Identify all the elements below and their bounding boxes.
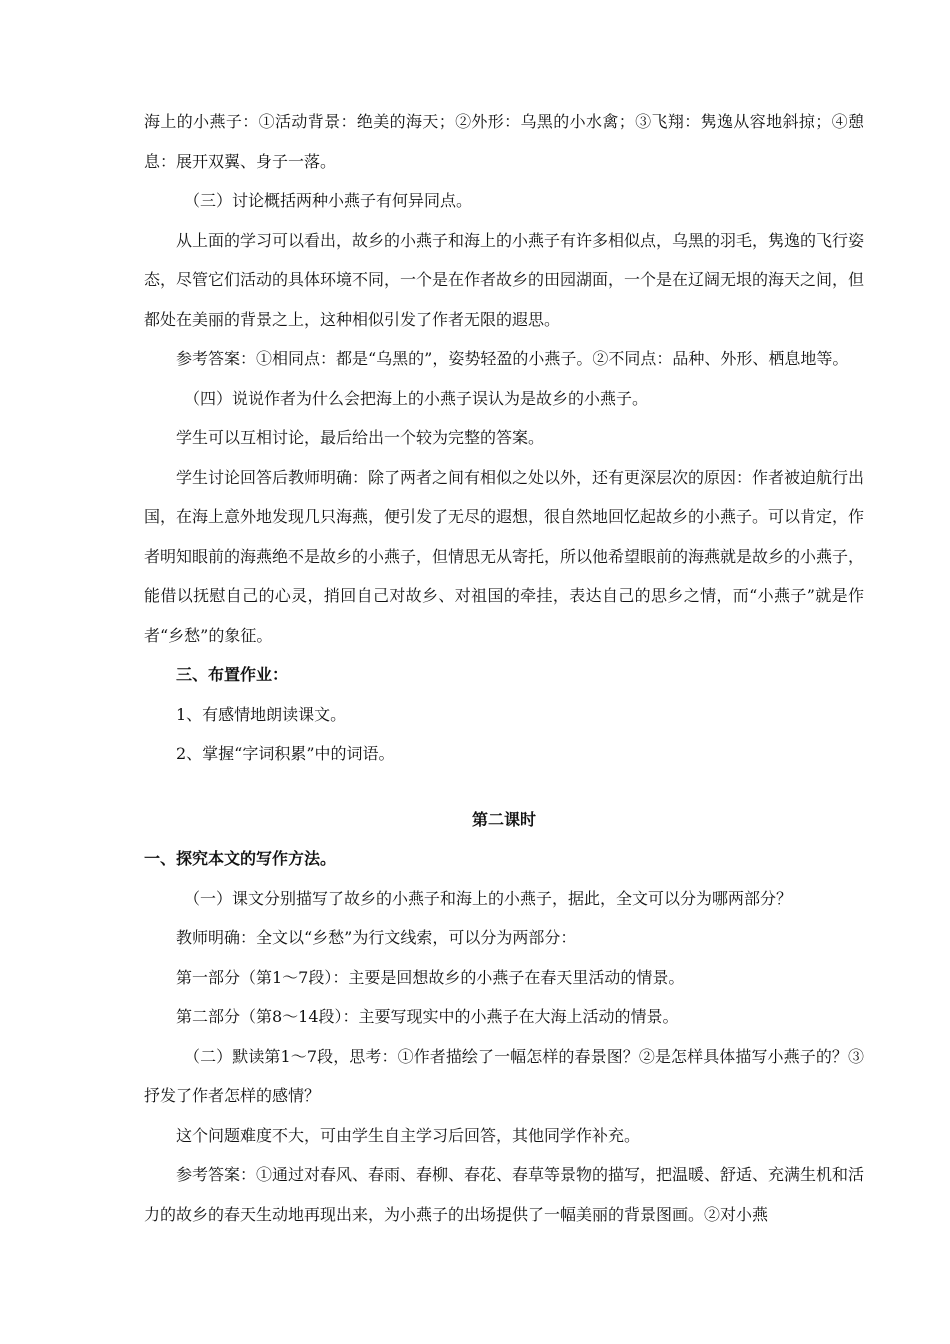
homework-item-1: 1、有感情地朗读课文。 <box>176 704 347 724</box>
paragraph-part-two: 第二部分（第8～14段）：主要写现实中的小燕子在大海上活动的情景。 <box>176 1007 679 1026</box>
paragraph-self-study: 这个问题难度不大，可由学生自主学习后回答，其他同学作补充。 <box>176 1125 641 1145</box>
paragraph-sea-swallow: 海上的小燕子：①活动背景：绝美的海天；②外形：乌黑的小水禽；③飞翔：隽逸从容地斜掠；④憩息：展开双翼、身子一落。 <box>144 112 864 171</box>
paragraph-teacher-clarify-2: 教师明确：全文以“乡愁”为行文线索，可以分为两部分： <box>176 928 577 947</box>
homework-item-2: 2、掌握“字词积累”中的词语。 <box>176 744 395 763</box>
heading-second-lesson: 第二课时 <box>471 809 536 829</box>
paragraph-answer-1: 参考答案：①相同点：都是“乌黑的”，姿势轻盈的小燕子。②不同点：品种、外形、栖息地等。 <box>176 349 849 368</box>
document-body <box>144 102 864 1234</box>
paragraph-answer-2: 参考答案：①通过对春风、春雨、春柳、春花、春草等景物的描写，把温暖、舒适、充满生机和活力的故乡的春天生动地再现出来，为小燕子的出场提供了一幅美丽的背景图画。②对小燕 <box>144 1165 865 1224</box>
paragraph-question-4: （四）说说作者为什么会把海上的小燕子误认为是故乡的小燕子。 <box>184 388 649 408</box>
paragraph-question-2: （二）默读第1～7段，思考：①作者描绘了一幅怎样的春景图？②是怎样具体描写小燕子的？③抒发了作者怎样的感情？ <box>144 1046 864 1105</box>
paragraph-question-3: （三）讨论概括两种小燕子有何异同点。 <box>184 191 473 210</box>
heading-homework: 三、布置作业： <box>176 665 289 684</box>
paragraph-analysis: 从上面的学习可以看出，故乡的小燕子和海上的小燕子有许多相似点，乌黑的羽毛，隽逸的飞行姿态，尽管它们活动的具体环境不同，一个是在作者故乡的田园湖面，一个是在辽阔无垠的海天之间，但都处在美丽的背景之上，这种相似引发了作者无限的遐思。 <box>144 230 865 329</box>
paragraph-question-1: （一）课文分别描写了故乡的小燕子和海上的小燕子，据此，全文可以分为哪两部分？ <box>184 888 793 908</box>
paragraph-teacher-clarify: 学生讨论回答后教师明确：除了两者之间有相似之处以外，还有更深层次的原因：作者被迫航行出国，在海上意外地发现几只海燕，便引发了无尽的遐想，很自然地回忆起故乡的小燕子。可以肯定，作者明知眼前的海燕绝不是故乡的小燕子，但情思无从寄托，所以他希望眼前的海燕就是故乡的小燕子，能借以抚慰自己的心灵，捎回自己对故乡、对祖国的牵挂，表达自己的思乡之情，而“小燕子”就是作者“乡愁”的象征。 <box>144 467 865 645</box>
paragraph-discussion: 学生可以互相讨论，最后给出一个较为完整的答案。 <box>176 428 545 447</box>
section-gap <box>144 774 864 800</box>
paragraph-part-one: 第一部分（第1～7段）：主要是回想故乡的小燕子在春天里活动的情景。 <box>176 967 685 987</box>
heading-writing-method: 一、探究本文的写作方法。 <box>144 849 337 868</box>
